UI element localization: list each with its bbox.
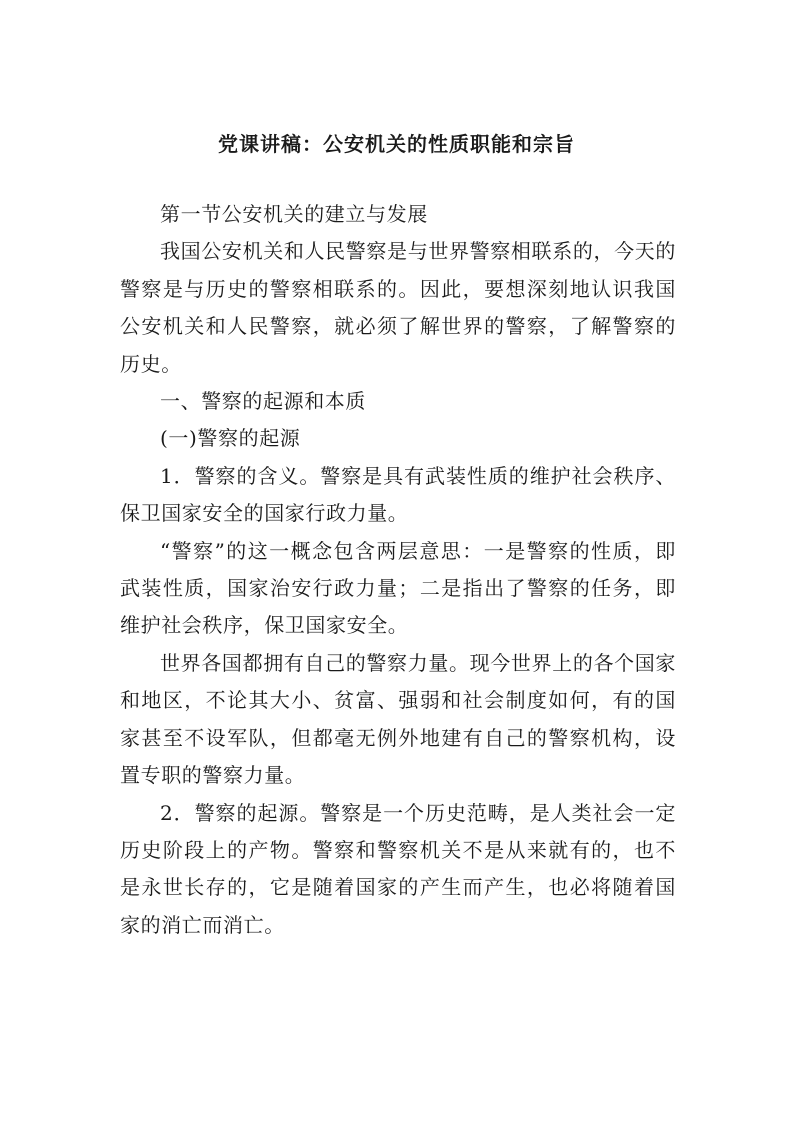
subsection-heading: (一)警察的起源 <box>160 426 301 451</box>
paragraph: 我国公安机关和人民警察是与世界警察相联系的，今天的警察是与历史的警察相联系的。因此，要想深刻地认识我国公安机关和人民警察，就必须了解世界的警察，了解警察的历史。 <box>120 239 676 376</box>
paragraph: “警察”的这一概念包含两层意思：一是警察的性质，即武装性质，国家治安行政力量；二是指出了警察的任务，即维护社会秩序，保卫国家安全。 <box>120 538 676 638</box>
paragraph: 2．警察的起源。警察是一个历史范畴，是人类社会一定历史阶段上的产物。警察和警察机关不是从来就有的，也不是永世长存的，它是随着国家的产生而产生，也必将随着国家的消亡而消亡。 <box>120 800 676 937</box>
subsection-heading: 一、警察的起源和本质 <box>160 389 366 414</box>
section-heading: 第一节公安机关的建立与发展 <box>160 202 428 226</box>
paragraph: 1．警察的含义。警察是具有武装性质的维护社会秩序、保卫国家安全的国家行政力量。 <box>120 463 676 526</box>
document-title: 党课讲稿：公安机关的性质职能和宗旨 <box>218 132 575 156</box>
paragraph: 世界各国都拥有自己的警察力量。现今世界上的各个国家和地区，不论其大小、贫富、强弱和社会制度如何，有的国家甚至不设军队，但都毫无例外地建有自己的警察机构，设置专职的警察力量。 <box>120 650 676 788</box>
document-body <box>120 196 676 944</box>
